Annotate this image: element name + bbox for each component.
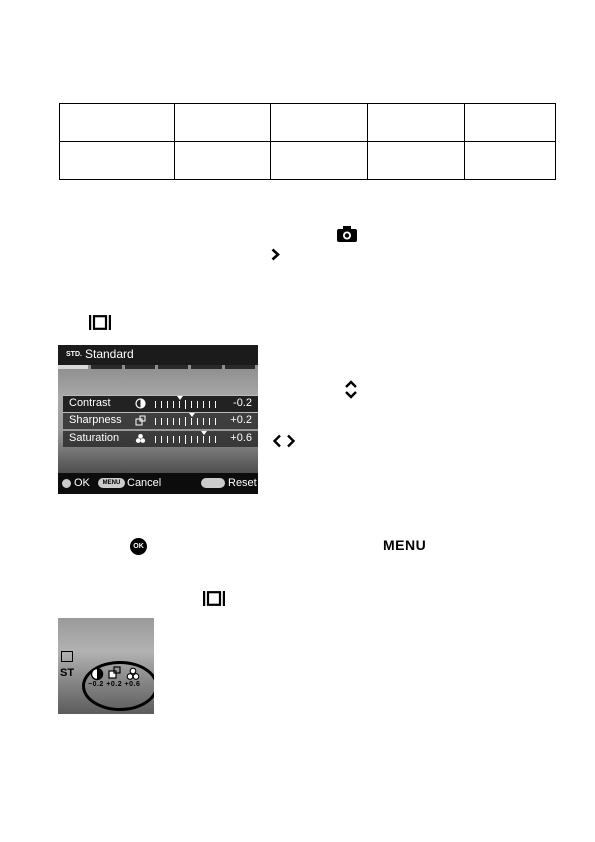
scale-tick — [167, 436, 168, 443]
table-cell — [175, 104, 271, 142]
scale-tick — [185, 400, 186, 409]
footer-menu-badge: MENU — [98, 478, 125, 488]
footer-ok-label: OK — [74, 477, 90, 489]
row-value: +0.6 — [230, 432, 252, 444]
contrast-icon — [90, 667, 104, 681]
menu-button-label: MENU — [383, 537, 427, 553]
scale-tick — [197, 436, 198, 443]
scale-tick — [203, 418, 204, 425]
thumb-values: −0.2 +0.2 +0.6 — [88, 681, 141, 688]
table-cell — [271, 104, 368, 142]
footer-cancel-label: Cancel — [127, 477, 162, 489]
scale-tick — [161, 418, 162, 425]
table-cell — [465, 142, 556, 180]
contrast-icon — [135, 398, 146, 409]
scale-tick — [215, 401, 216, 408]
camera-icon — [337, 226, 357, 242]
scale-tick — [179, 401, 180, 408]
display-button-icon — [89, 315, 111, 330]
display-button-icon — [203, 591, 225, 606]
row-label: Sharpness — [69, 414, 122, 426]
scale-tick — [203, 436, 204, 443]
screen-tabs — [58, 365, 258, 369]
thumb-std-label: ST — [60, 667, 75, 679]
table-cell — [175, 142, 271, 180]
table-cell — [60, 104, 175, 142]
scale-tick — [197, 418, 198, 425]
scale-tick — [209, 436, 210, 443]
saturation-row[interactable] — [63, 431, 258, 447]
table-cell — [368, 104, 465, 142]
scale-tick — [173, 401, 174, 408]
row-label: Saturation — [69, 432, 120, 444]
scale-tick — [155, 436, 156, 443]
saturation-icon — [135, 433, 146, 444]
scale-tick — [179, 436, 180, 443]
style-name: Standard — [85, 347, 134, 361]
empty-table — [59, 103, 556, 180]
scale-tick — [161, 436, 162, 443]
row-value: +0.2 — [230, 414, 252, 426]
scale-tick — [173, 418, 174, 425]
scale-tick — [161, 401, 162, 408]
scale-tick — [179, 418, 180, 425]
table-row — [60, 142, 556, 180]
ok-button-icon: OK — [130, 538, 147, 555]
info-display-thumbnail — [58, 618, 154, 714]
sharpness-icon — [108, 666, 122, 680]
scale-tick — [197, 401, 198, 408]
chevron-right-icon — [271, 248, 280, 261]
left-right-arrows-icon — [272, 434, 296, 448]
row-value: -0.2 — [233, 397, 252, 409]
table-cell — [60, 142, 175, 180]
std-tag: STD. — [66, 351, 82, 358]
level-marker — [177, 396, 183, 400]
level-marker — [201, 431, 207, 435]
scale-tick — [209, 401, 210, 408]
scale-tick — [215, 418, 216, 425]
footer-display-badge — [201, 478, 225, 488]
sharpness-row[interactable] — [63, 413, 258, 429]
scale-tick — [155, 418, 156, 425]
table-cell — [465, 104, 556, 142]
sharpness-icon — [135, 415, 146, 426]
footer-reset-label: Reset — [228, 477, 257, 489]
table-cell — [368, 142, 465, 180]
scale-tick — [215, 436, 216, 443]
scale-tick — [209, 418, 210, 425]
contrast-row[interactable] — [63, 395, 258, 413]
saturation-icon — [126, 667, 140, 681]
scale-tick — [191, 401, 192, 408]
scale-tick — [191, 436, 192, 443]
scale-tick — [185, 417, 186, 426]
up-down-arrows-icon — [344, 380, 358, 399]
style-icon — [61, 651, 73, 662]
table-cell — [271, 142, 368, 180]
camera-screen — [58, 345, 258, 494]
scale-tick — [173, 436, 174, 443]
scale-tick — [167, 418, 168, 425]
row-label: Contrast — [69, 397, 111, 409]
scale-tick — [155, 401, 156, 408]
scale-tick — [203, 401, 204, 408]
scale-tick — [167, 401, 168, 408]
scale-tick — [185, 435, 186, 444]
table-row — [60, 104, 556, 142]
scale-tick — [191, 418, 192, 425]
level-marker — [189, 413, 195, 417]
ok-dot-icon — [62, 479, 71, 488]
